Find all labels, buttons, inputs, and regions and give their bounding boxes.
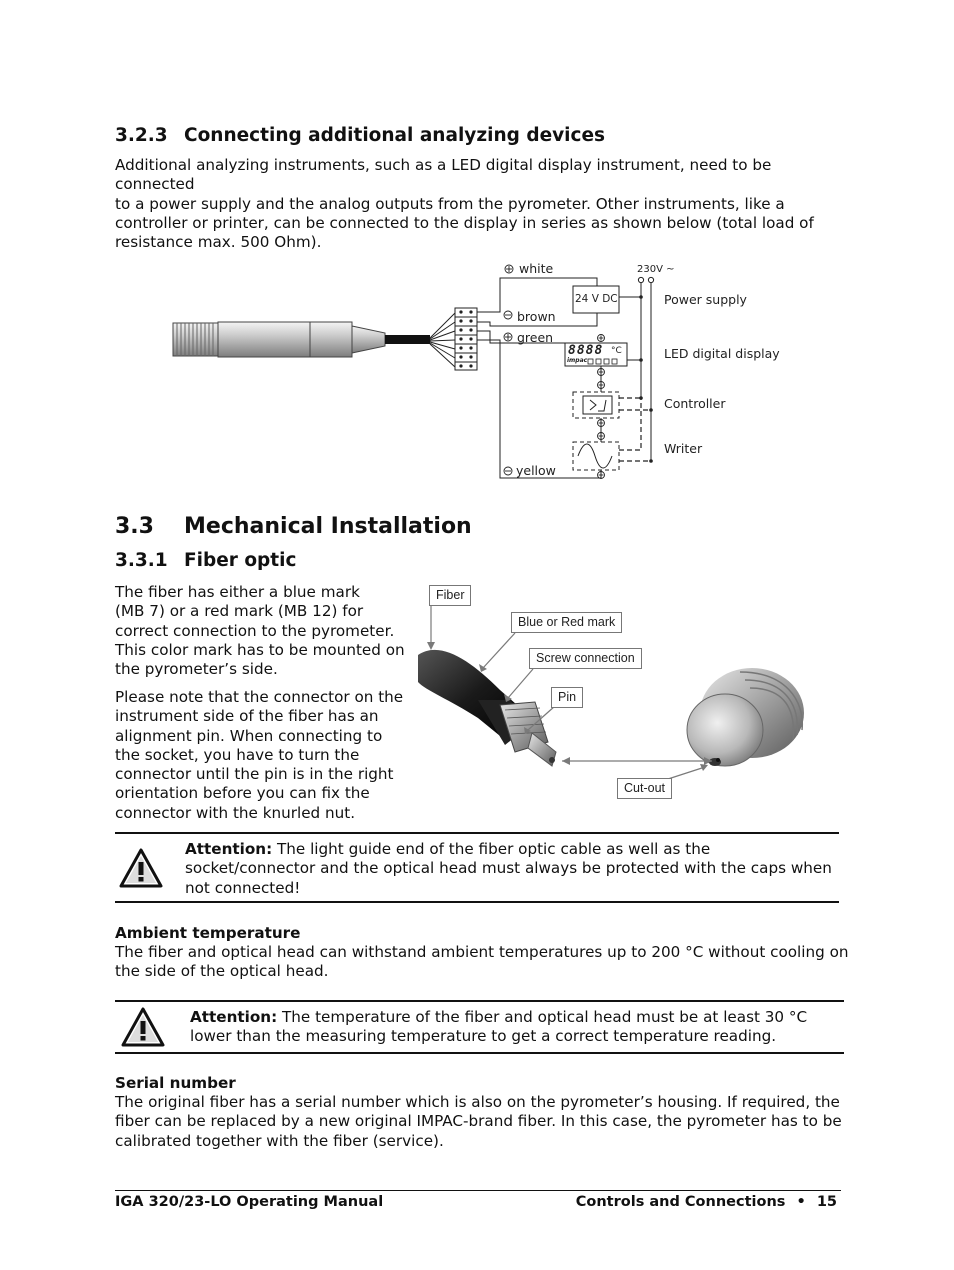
attention-top-rule [115, 832, 839, 834]
callout-screw-connection: Screw connection [529, 648, 642, 669]
footer-rule [115, 1190, 841, 1191]
section-number: 3.3.1 [115, 550, 168, 571]
paragraph-line: fiber can be replaced by a new original IMPAC-brand fiber. In this case, the pyrometer has to be [115, 1112, 842, 1131]
paragraph-line: Additional analyzing instruments, such as a LED digital display instrument, need to be connected [115, 156, 772, 194]
paragraph-line: connector until the pin is in the right [115, 765, 394, 784]
attention-line: socket/connector and the optical head must always be protected with the caps when [185, 859, 832, 878]
attention-line: The light guide end of the fiber optic cable as well as the [277, 840, 711, 858]
paragraph-line: alignment pin. When connecting to [115, 726, 383, 745]
footer-bullet: • [796, 1194, 806, 1210]
led-display-brand: impac [567, 357, 588, 364]
label-writer: Writer [664, 441, 703, 456]
attention-line: not connected! [185, 878, 301, 897]
led-display-digits: 8888 [568, 343, 604, 358]
warning-icon [119, 848, 163, 888]
mains-voltage-label: 230V ~ [637, 264, 675, 275]
paragraph-line: The fiber and optical head can withstand ambient temperatures up to 200 °C without cooling on [115, 943, 849, 961]
wire-label-brown: brown [517, 309, 556, 324]
serial-number-paragraph [115, 1093, 855, 1151]
footer-chapter: Controls and Connections [575, 1194, 786, 1210]
attention-top-rule [115, 1000, 844, 1002]
paragraph-line: calibrated together with the fiber (service). [115, 1131, 444, 1150]
label-controller: Controller [664, 396, 726, 411]
paragraph-line: (MB 7) or a red mark (MB 12) for [115, 602, 364, 621]
led-display-unit: °C [611, 346, 622, 356]
section-number: 3.3 [115, 514, 154, 539]
paragraph-line: This color mark has to be mounted on [115, 640, 405, 659]
paragraph-line: instrument side of the fiber has an [115, 707, 379, 726]
paragraph-line: The fiber has either a blue mark [115, 583, 360, 601]
section-number: 3.2.3 [115, 125, 168, 146]
wire-label-green: green [517, 330, 554, 345]
label-power-supply: Power supply [664, 292, 747, 307]
paragraph-line: the side of the optical head. [115, 962, 329, 981]
attention-bottom-rule [115, 1052, 844, 1054]
attention-1-text [185, 840, 835, 898]
paragraph-line: Please note that the connector on the [115, 688, 404, 706]
section-title: Mechanical Installation [184, 514, 472, 539]
warning-icon [121, 1007, 165, 1047]
label-led-digital-display: LED digital display [664, 346, 780, 361]
attention-line: lower than the measuring temperature to get a correct temperature reading. [190, 1027, 777, 1046]
paragraph-line: correct connection to the pyrometer. [115, 621, 395, 640]
callout-fiber: Fiber [429, 585, 471, 606]
pyrometer-head-image [687, 668, 804, 766]
attention-prefix: Attention: [185, 840, 273, 858]
attention-line: The temperature of the fiber and optical head must be at least 30 °C [282, 1008, 808, 1026]
wire-label-white: white [519, 261, 554, 276]
attention-prefix: Attention: [190, 1008, 278, 1026]
paragraph-line: to a power supply and the analog outputs from the pyrometer. Other instruments, like a [115, 194, 785, 213]
paragraph-line: the socket, you have to turn the [115, 745, 360, 764]
paragraph-line: controller or printer, can be connected to the display in series as shown below (total load of [115, 213, 814, 232]
page-number: 15 [816, 1194, 837, 1210]
serial-number-heading: Serial number [115, 1074, 236, 1092]
paragraph-line: The original fiber has a serial number which is also on the pyrometer’s housing. If required, the [115, 1093, 840, 1111]
paragraph-line: connector with the knurled nut. [115, 803, 356, 822]
footer-manual-title: IGA 320/23-LO Operating Manual [115, 1194, 384, 1210]
section-title: Fiber optic [184, 550, 297, 571]
footer-chapter-and-page [576, 1194, 837, 1210]
wire-label-yellow: yellow [516, 463, 556, 478]
section-title: Connecting additional analyzing devices [184, 125, 606, 146]
callout-pin: Pin [551, 687, 583, 708]
ambient-temperature-paragraph [115, 943, 855, 982]
callout-blue-or-red-mark: Blue or Red mark [511, 612, 622, 633]
callout-cut-out: Cut-out [617, 778, 672, 799]
paragraph-line: resistance max. 500 Ohm). [115, 233, 322, 252]
attention-bottom-rule [115, 901, 839, 903]
attention-2-text [190, 1008, 840, 1047]
power-supply-box-label: 24 V DC [575, 293, 618, 305]
ambient-temperature-heading: Ambient temperature [115, 924, 301, 942]
paragraph-line: the pyrometer’s side. [115, 660, 278, 679]
paragraph-line: orientation before you can fix the [115, 784, 370, 803]
